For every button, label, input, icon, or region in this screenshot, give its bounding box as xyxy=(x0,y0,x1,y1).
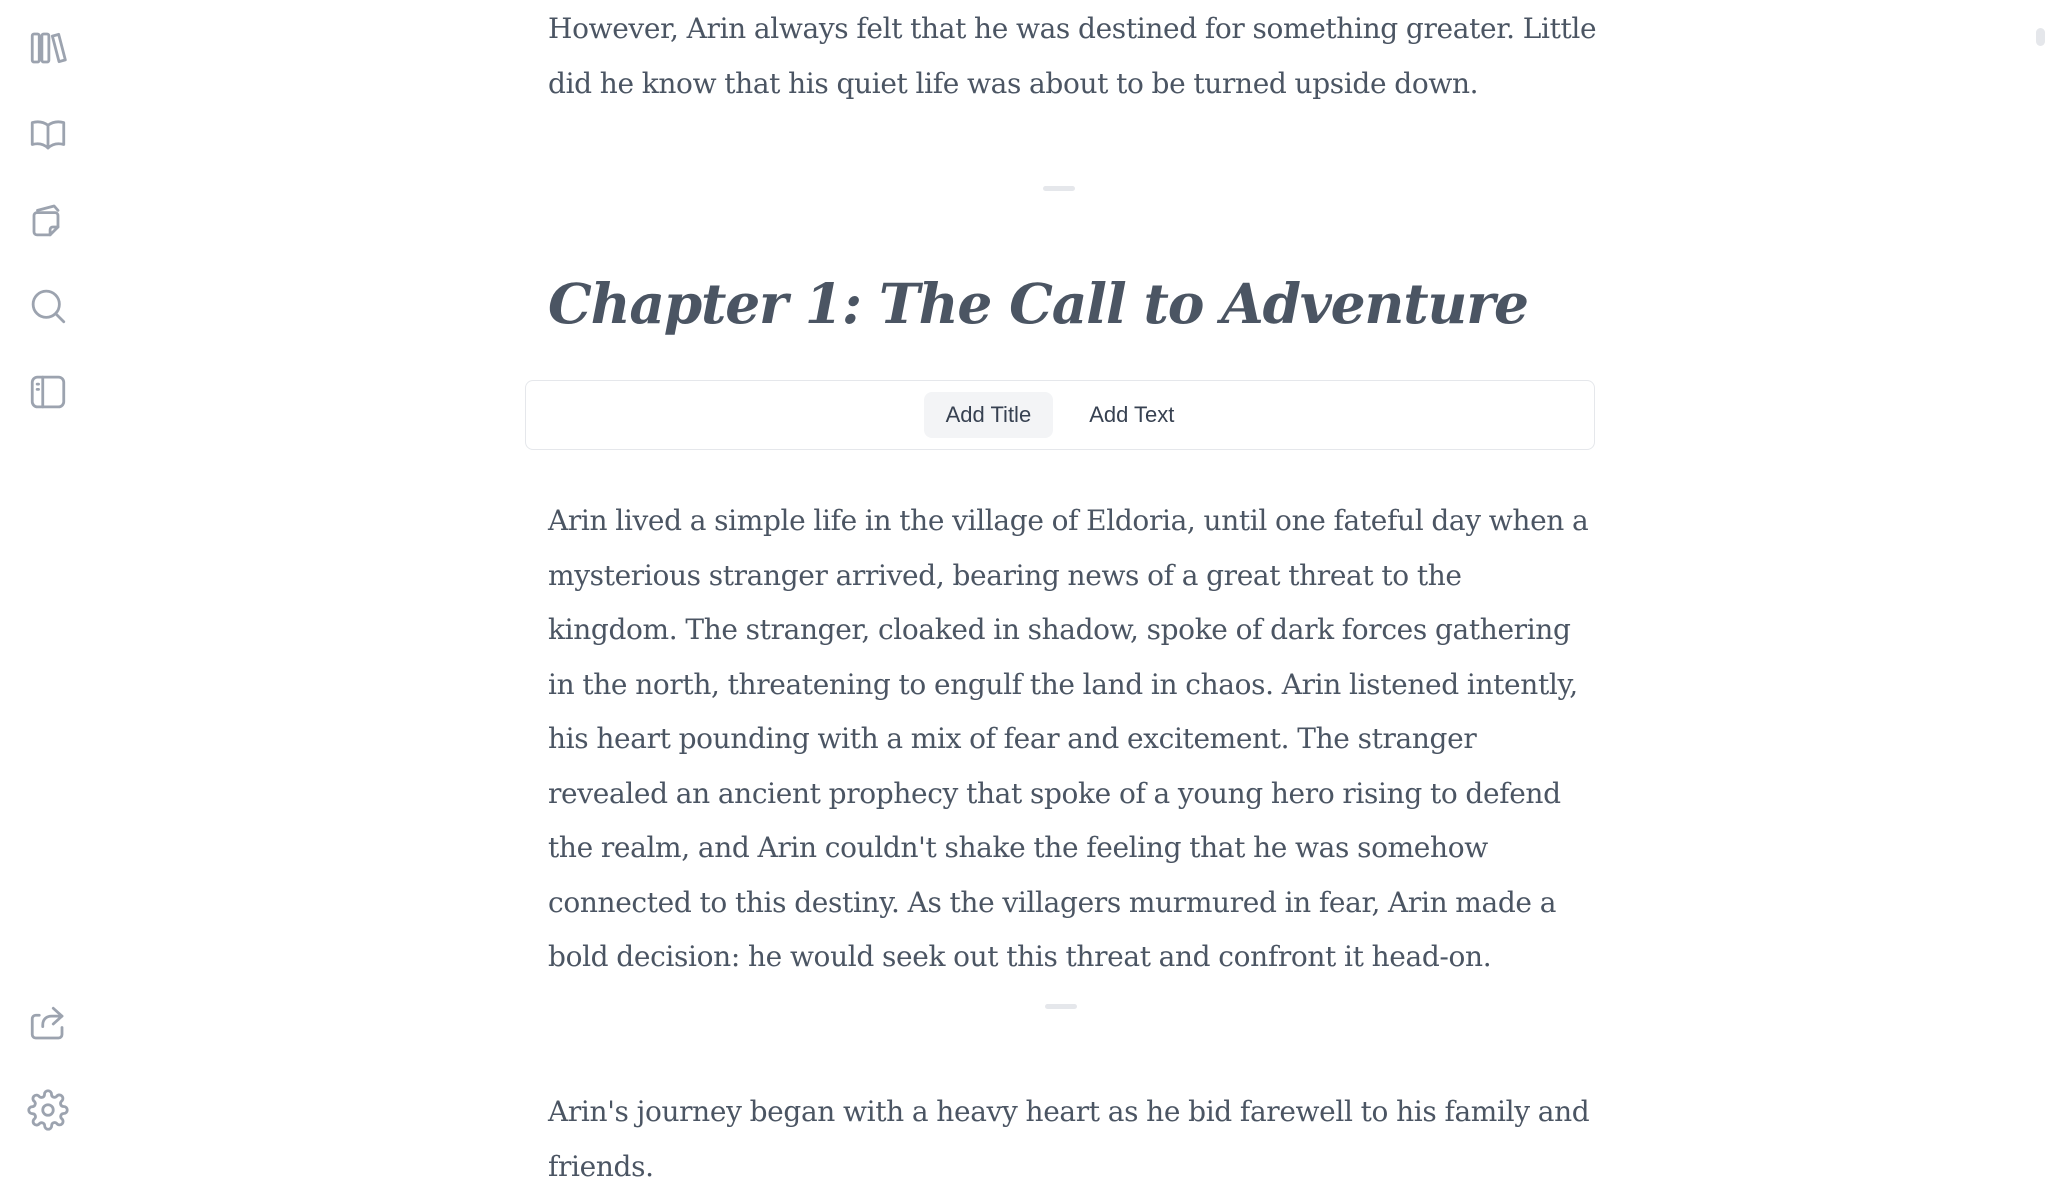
scrollbar-thumb[interactable] xyxy=(2036,28,2045,46)
notes-button[interactable] xyxy=(24,196,72,244)
sidebar xyxy=(0,0,96,1152)
insert-toolbar xyxy=(525,380,1595,450)
panel-button[interactable] xyxy=(24,368,72,416)
next-paragraph-block xyxy=(548,1085,1598,1194)
book-button[interactable] xyxy=(24,110,72,158)
notes-icon xyxy=(27,199,69,241)
search-icon xyxy=(27,285,69,327)
share-icon xyxy=(27,1003,69,1045)
next-paragraph[interactable]: Arin's journey began with a heavy heart as he bid farewell to his family and friends. xyxy=(548,1095,1590,1183)
chapter-paragraph-block xyxy=(548,494,1598,985)
section-divider xyxy=(1043,186,1075,191)
add-text-button[interactable]: Add Text xyxy=(1089,402,1175,427)
intro-paragraph-block xyxy=(548,2,1598,111)
intro-paragraph[interactable]: However, Arin always felt that he was destined for something greater. Little did he know that his quiet life was about to be turned upside down. xyxy=(548,12,1597,100)
settings-button[interactable] xyxy=(24,1086,72,1134)
section-divider xyxy=(1045,1004,1077,1009)
settings-icon xyxy=(27,1089,69,1131)
book-open-icon xyxy=(27,113,69,155)
search-button[interactable] xyxy=(24,282,72,330)
chapter-title[interactable]: Chapter 1: The Call to Adventure xyxy=(548,271,1528,336)
panel-icon xyxy=(27,371,69,413)
chapter-paragraph[interactable]: Arin lived a simple life in the village of Eldoria, until one fateful day when a mysterious stranger arrived, bearing news of a great threat to the kingdom. The stranger, cloaked in shadow, spoke of dark forces gathering in the north, threatening to engulf the land in chaos. Arin listened intently, his heart pounding with a mix of fear and excitement. The stranger revealed an ancient prophecy that spoke of a young hero rising to defend the realm, and Arin couldn't shake the feeling that he was somehow connected to this destiny. As the villagers murmured in fear, Arin made a bold decision: he would seek out this threat and confront it head-on. xyxy=(548,504,1589,973)
share-button[interactable] xyxy=(24,1000,72,1048)
library-button[interactable] xyxy=(24,24,72,72)
library-icon xyxy=(27,27,69,69)
add-title-button[interactable]: Add Title xyxy=(924,392,1054,438)
